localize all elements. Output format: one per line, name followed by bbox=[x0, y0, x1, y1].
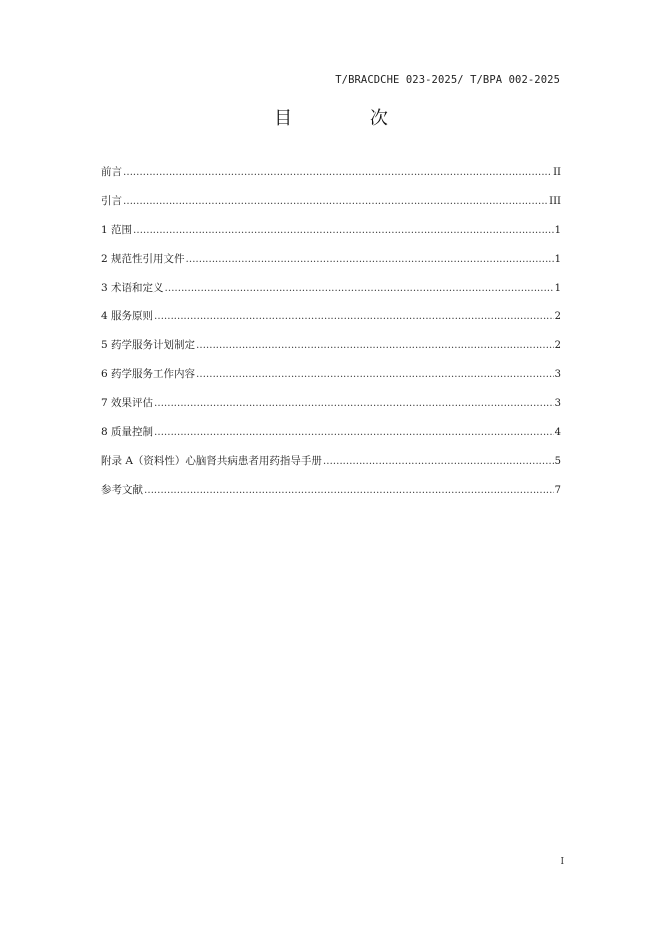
toc-entry-page: III bbox=[549, 195, 561, 207]
toc-leader-dots bbox=[133, 224, 554, 238]
toc-entry-label: 2 规范性引用文件 bbox=[101, 252, 185, 265]
toc-leader-dots bbox=[123, 195, 548, 209]
toc-entry-label: 3 术语和定义 bbox=[101, 281, 164, 294]
toc-leader-dots bbox=[154, 397, 554, 411]
toc-leader-dots bbox=[165, 282, 554, 296]
toc-entry-service-principles[interactable] bbox=[101, 309, 561, 338]
toc-entry-page: 5 bbox=[554, 455, 561, 467]
toc-entry-quality-control[interactable] bbox=[101, 425, 561, 454]
toc-entry-bibliography[interactable] bbox=[101, 483, 561, 512]
toc-entry-service-content[interactable] bbox=[101, 367, 561, 396]
toc-entry-page: 1 bbox=[554, 253, 561, 265]
toc-entry-page: 1 bbox=[554, 224, 561, 236]
toc-leader-dots bbox=[196, 368, 554, 382]
toc-entry-label: 5 药学服务计划制定 bbox=[101, 339, 196, 352]
toc-leader-dots bbox=[186, 253, 554, 267]
toc-entry-service-plan[interactable] bbox=[101, 338, 561, 367]
toc-entry-label: 8 质量控制 bbox=[101, 426, 154, 439]
toc-leader-dots bbox=[154, 310, 554, 324]
toc-leader-dots bbox=[196, 339, 554, 353]
table-of-contents bbox=[101, 165, 561, 512]
toc-leader-dots bbox=[154, 426, 554, 440]
toc-entry-page: 2 bbox=[554, 311, 561, 323]
page-number: I bbox=[560, 857, 564, 867]
toc-entry-label: 6 药学服务工作内容 bbox=[101, 368, 196, 381]
toc-entry-label: 附录 A（资料性）心脑肾共病患者用药指导手册 bbox=[101, 454, 322, 467]
toc-entry-normative-references[interactable] bbox=[101, 252, 561, 281]
toc-entry-page: 1 bbox=[554, 282, 561, 294]
toc-entry-label: 7 效果评估 bbox=[101, 397, 154, 410]
toc-entry-label: 前言 bbox=[101, 166, 122, 178]
page-title: 目 次 bbox=[274, 108, 424, 129]
toc-entry-foreword[interactable] bbox=[101, 165, 561, 194]
toc-entry-appendix-a[interactable] bbox=[101, 454, 561, 483]
toc-leader-dots bbox=[323, 455, 554, 469]
toc-entry-label: 1 范围 bbox=[101, 223, 133, 236]
document-code: T/BRACDCHE 023-2025/ T/BPA 002-2025 bbox=[335, 74, 560, 86]
toc-entry-label: 4 服务原则 bbox=[101, 310, 154, 323]
toc-entry-label: 参考文献 bbox=[101, 483, 143, 496]
toc-entry-page: 2 bbox=[554, 340, 561, 352]
toc-entry-introduction[interactable] bbox=[101, 194, 561, 223]
toc-entry-page: 3 bbox=[554, 398, 561, 410]
toc-entry-page: 3 bbox=[554, 369, 561, 381]
toc-entry-page: 7 bbox=[554, 484, 561, 496]
toc-entry-page: II bbox=[553, 167, 561, 178]
toc-entry-label: 引言 bbox=[101, 194, 122, 207]
toc-entry-page: 4 bbox=[554, 427, 561, 439]
toc-leader-dots bbox=[123, 166, 552, 180]
toc-entry-terms-definitions[interactable] bbox=[101, 281, 561, 310]
toc-entry-effect-evaluation[interactable] bbox=[101, 396, 561, 425]
toc-leader-dots bbox=[144, 484, 554, 498]
toc-entry-scope[interactable] bbox=[101, 223, 561, 252]
